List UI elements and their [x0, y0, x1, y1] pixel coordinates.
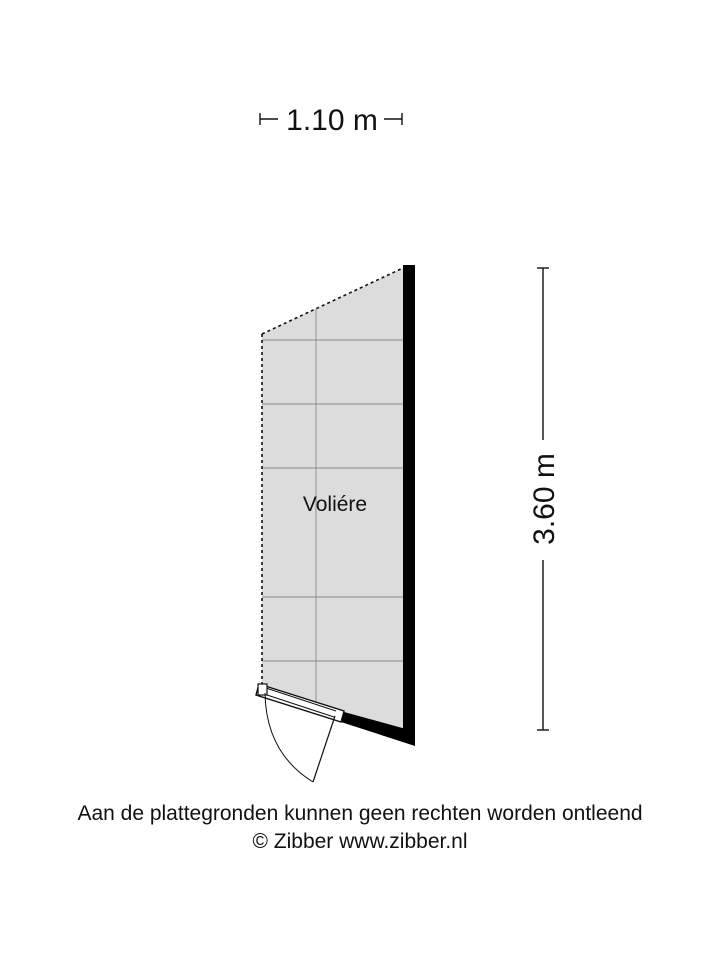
width-dimension [260, 104, 402, 137]
door-hinge [258, 684, 267, 695]
right-wall [403, 265, 415, 746]
depth-dimension [528, 268, 561, 730]
disclaimer-text: Aan de plattegronden kunnen geen rechten worden ontleend [77, 802, 643, 825]
copyright-text: © Zibber www.zibber.nl [252, 830, 468, 853]
depth-dimension-label: 3.60 m [528, 453, 561, 545]
width-dimension-label: 1.10 m [286, 104, 378, 137]
door-leaf [313, 716, 335, 782]
room-label: Voliére [302, 493, 368, 516]
